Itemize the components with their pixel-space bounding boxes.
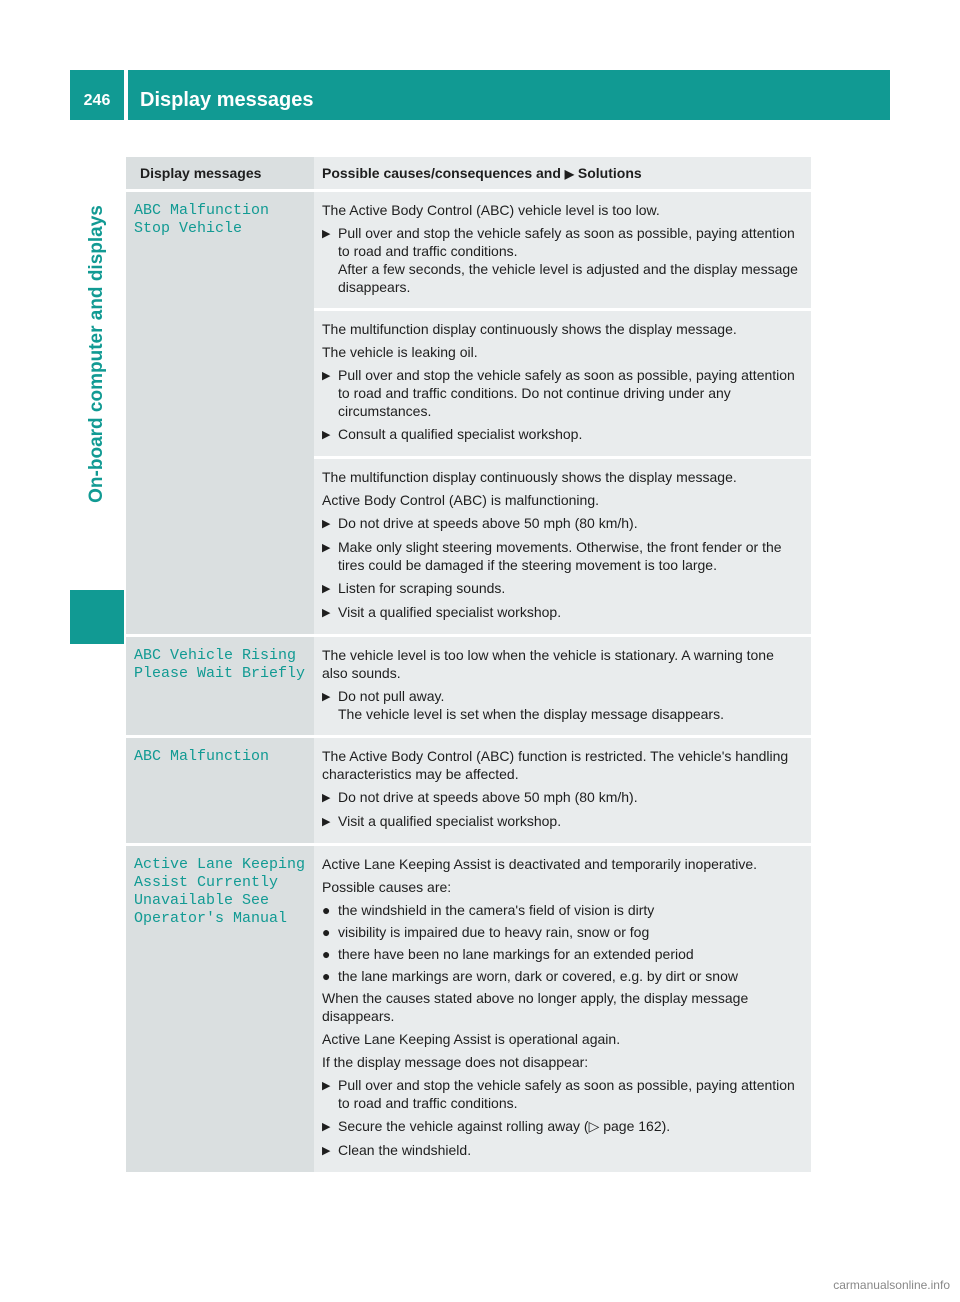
cause-text: The vehicle level is too low when the vehicle is stationary. A warning tone also sounds. bbox=[322, 647, 774, 681]
bullet-dot-icon: ● bbox=[322, 902, 331, 918]
cause-bullet bbox=[322, 901, 803, 919]
step-main-text: Visit a qualified specialist workshop. bbox=[338, 604, 562, 620]
solution-step bbox=[322, 579, 803, 598]
solution-step bbox=[322, 788, 803, 807]
display-message-cell bbox=[126, 637, 314, 735]
step-main-text: Pull over and stop the vehicle safely as soon as possible, paying attention to road and traffic conditions. Do not continue driving under any circumstances. bbox=[338, 367, 795, 419]
cause-text: The multifunction display continuously shows the display message. bbox=[322, 469, 737, 485]
causes-solutions-cell bbox=[314, 637, 811, 735]
side-chapter-marker bbox=[70, 590, 124, 644]
step-text bbox=[338, 603, 803, 622]
step-arrow-icon: ▶ bbox=[322, 816, 331, 828]
step-text bbox=[338, 514, 803, 533]
display-message-text: ABC Malfunction bbox=[134, 748, 270, 765]
causes-solutions-cell bbox=[314, 311, 811, 456]
step-text bbox=[338, 1117, 803, 1136]
step-text bbox=[338, 812, 803, 831]
display-message-text: Stop Vehicle bbox=[134, 220, 243, 237]
step-main-text: Pull over and stop the vehicle safely as soon as possible, paying attention to road and traffic conditions. bbox=[338, 225, 795, 259]
step-main-text: Do not drive at speeds above 50 mph (80 km/h). bbox=[338, 789, 638, 805]
page-number: 246 bbox=[70, 70, 124, 120]
causes-solutions-cell bbox=[314, 738, 811, 843]
display-message-cell bbox=[126, 846, 314, 1172]
step-main-text: Secure the vehicle against rolling away (▷ page 162). bbox=[338, 1118, 671, 1134]
solution-step bbox=[322, 224, 803, 296]
arrow-right-icon: ▶ bbox=[564, 167, 575, 181]
step-text bbox=[338, 788, 803, 807]
cause-text: Active Lane Keeping Assist is operational again. bbox=[322, 1031, 621, 1047]
bullet-text bbox=[338, 923, 803, 941]
display-message-text: Operator's Manual bbox=[134, 910, 288, 927]
cause-text: The Active Body Control (ABC) vehicle level is too low. bbox=[322, 202, 660, 218]
step-main-text: there have been no lane markings for an extended period bbox=[338, 946, 694, 962]
cause-text: If the display message does not disappear: bbox=[322, 1054, 589, 1070]
display-messages-table bbox=[126, 154, 811, 1175]
solution-step bbox=[322, 603, 803, 622]
causes-solutions-cell bbox=[314, 846, 811, 1172]
step-main-text: Pull over and stop the vehicle safely as soon as possible, paying attention to road and traffic conditions. bbox=[338, 1077, 795, 1111]
causes-solutions-cell bbox=[314, 459, 811, 634]
table-row bbox=[126, 192, 811, 308]
step-text bbox=[338, 538, 803, 574]
cause-bullet bbox=[322, 945, 803, 963]
cause-text: When the causes stated above no longer apply, the display message disappears. bbox=[322, 990, 749, 1024]
solution-step bbox=[322, 366, 803, 420]
side-chapter-tab bbox=[70, 124, 124, 584]
causes-solutions-cell bbox=[314, 192, 811, 308]
bullet-dot-icon: ● bbox=[322, 946, 331, 962]
header-solutions-label: Solutions bbox=[577, 165, 642, 181]
solution-step bbox=[322, 538, 803, 574]
step-main-text: Consult a qualified specialist workshop. bbox=[338, 426, 583, 442]
step-result-text: After a few seconds, the vehicle level is adjusted and the display message disappears. bbox=[338, 261, 798, 295]
step-arrow-icon: ▶ bbox=[322, 542, 331, 554]
step-arrow-icon: ▶ bbox=[322, 583, 331, 595]
display-message-text: Active Lane Keeping bbox=[134, 856, 306, 873]
step-arrow-icon: ▶ bbox=[322, 518, 331, 530]
footer-watermark: carmanualsonline.info bbox=[833, 1278, 950, 1292]
step-arrow-icon: ▶ bbox=[322, 228, 331, 240]
step-arrow-icon: ▶ bbox=[322, 691, 331, 703]
step-arrow-icon: ▶ bbox=[322, 370, 331, 382]
cause-bullet bbox=[322, 923, 803, 941]
solution-step bbox=[322, 812, 803, 831]
step-main-text: visibility is impaired due to heavy rain, snow or fog bbox=[338, 924, 650, 940]
step-text bbox=[338, 687, 803, 723]
step-arrow-icon: ▶ bbox=[322, 792, 331, 804]
step-arrow-icon: ▶ bbox=[322, 1121, 331, 1133]
cause-text: Active Body Control (ABC) is malfunctioning. bbox=[322, 492, 599, 508]
display-message-text: Please Wait Briefly bbox=[134, 665, 306, 682]
side-chapter-label: On-board computer and displays bbox=[86, 205, 107, 503]
step-arrow-icon: ▶ bbox=[322, 1145, 331, 1157]
cause-text: The Active Body Control (ABC) function is restricted. The vehicle's handling characteristics may be affected. bbox=[322, 748, 789, 782]
header-display-messages: Display messages bbox=[126, 157, 314, 189]
step-text bbox=[338, 366, 803, 420]
solution-step bbox=[322, 1076, 803, 1112]
step-arrow-icon: ▶ bbox=[322, 1080, 331, 1092]
bullet-text bbox=[338, 901, 803, 919]
solution-step bbox=[322, 1117, 803, 1136]
step-main-text: Do not pull away. bbox=[338, 688, 445, 704]
display-message-cell bbox=[126, 192, 314, 634]
table-row bbox=[126, 738, 811, 843]
header-causes-label: Possible causes/consequences and bbox=[322, 165, 561, 181]
table-body bbox=[126, 192, 811, 1172]
table-row bbox=[126, 637, 811, 735]
table-row bbox=[126, 846, 811, 1172]
step-main-text: Do not drive at speeds above 50 mph (80 km/h). bbox=[338, 515, 638, 531]
display-message-text: ABC Vehicle Rising bbox=[134, 647, 297, 664]
step-text bbox=[338, 579, 803, 598]
step-main-text: Clean the windshield. bbox=[338, 1142, 472, 1158]
solution-step bbox=[322, 425, 803, 444]
bullet-dot-icon: ● bbox=[322, 924, 331, 940]
display-message-text: Unavailable See bbox=[134, 892, 270, 909]
step-main-text: the lane markings are worn, dark or covered, e.g. by dirt or snow bbox=[338, 968, 738, 984]
step-text bbox=[338, 425, 803, 444]
section-title: Display messages bbox=[128, 70, 890, 120]
solution-step bbox=[322, 514, 803, 533]
step-main-text: Listen for scraping sounds. bbox=[338, 580, 506, 596]
step-text bbox=[338, 1141, 803, 1160]
step-main-text: the windshield in the camera's field of vision is dirty bbox=[338, 902, 655, 918]
display-message-cell bbox=[126, 738, 314, 843]
step-arrow-icon: ▶ bbox=[322, 429, 331, 441]
step-arrow-icon: ▶ bbox=[322, 607, 331, 619]
cause-text: Active Lane Keeping Assist is deactivated and temporarily inoperative. bbox=[322, 856, 758, 872]
bullet-text bbox=[338, 945, 803, 963]
cause-bullet bbox=[322, 967, 803, 985]
bullet-dot-icon: ● bbox=[322, 968, 331, 984]
display-message-text: ABC Malfunction bbox=[134, 202, 270, 219]
table-header-row bbox=[126, 157, 811, 189]
solution-step bbox=[322, 1141, 803, 1160]
solution-step bbox=[322, 687, 803, 723]
bullet-text bbox=[338, 967, 803, 985]
step-main-text: Visit a qualified specialist workshop. bbox=[338, 813, 562, 829]
header-causes-solutions bbox=[314, 157, 811, 189]
step-text bbox=[338, 1076, 803, 1112]
cause-text: Possible causes are: bbox=[322, 879, 452, 895]
step-text bbox=[338, 224, 803, 296]
step-main-text: Make only slight steering movements. Otherwise, the front fender or the tires could be damaged if the steering movement is too large. bbox=[338, 539, 782, 573]
cause-text: The multifunction display continuously shows the display message. bbox=[322, 321, 737, 337]
display-message-text: Assist Currently bbox=[134, 874, 279, 891]
cause-text: The vehicle is leaking oil. bbox=[322, 344, 478, 360]
step-result-text: The vehicle level is set when the display message disappears. bbox=[338, 706, 724, 722]
